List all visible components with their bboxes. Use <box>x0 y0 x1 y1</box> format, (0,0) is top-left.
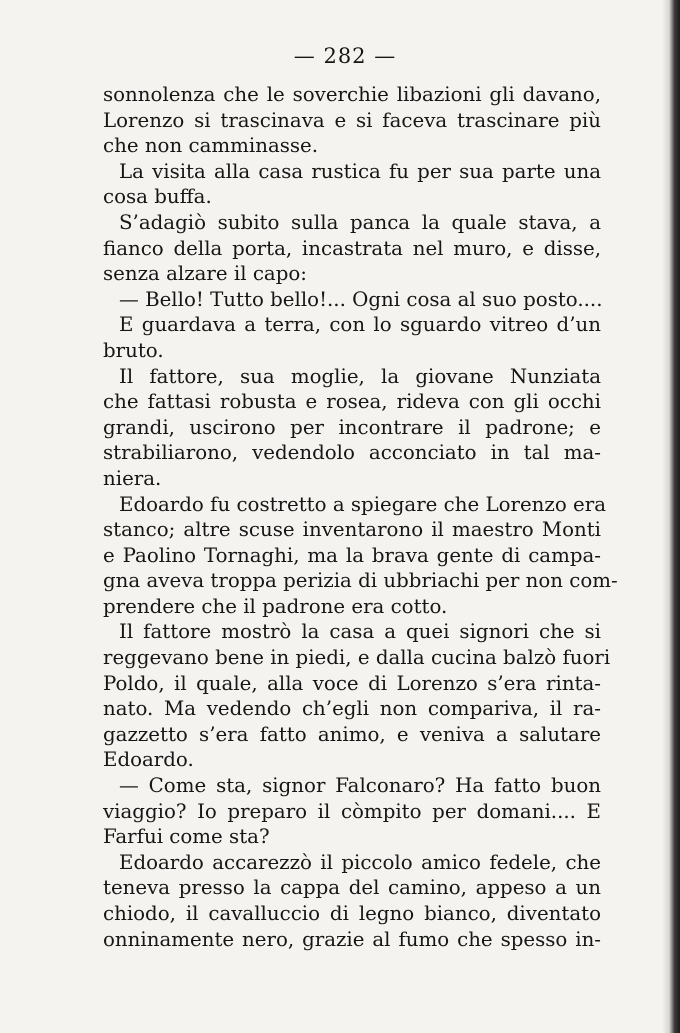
text-line: reggevano bene in piedi, e dalla cucina balzò fuori <box>103 646 611 670</box>
text-line: chiodo, il cavalluccio di legno bianco, diventato <box>103 902 601 925</box>
text-line: sonnolenza che le soverchie libazioni gli davano, <box>103 83 601 106</box>
text-line: che non camminasse. <box>103 134 319 158</box>
text-line: Il fattore mostrò la casa a quei signori che si <box>119 620 601 644</box>
text-line: grandi, uscirono per incontrare il padrone; e <box>103 415 601 439</box>
body-text <box>103 82 618 952</box>
text-line: strabiliarono, vedendolo acconciato in tal ma- <box>103 441 601 465</box>
text-line: senza alzare il capo: <box>103 262 307 286</box>
text-line: Poldo, il quale, alla voce di Lorenzo s’era rinta- <box>103 671 601 695</box>
text-line: S’adagiò subito sulla panca la quale stava, a <box>119 210 601 234</box>
text-line: fianco della porta, incastrata nel muro, e disse, <box>103 236 601 260</box>
text-line: Il fattore, sua moglie, la giovane Nunziata <box>119 364 601 388</box>
text-line: Farfui come sta? <box>103 825 270 849</box>
text-line: Edoardo fu costretto a spiegare che Lorenzo era <box>119 492 606 516</box>
text-line: E guardava a terra, con lo sguardo vitreo d’un <box>119 313 601 337</box>
text-line: cosa buffa. <box>103 185 212 209</box>
text-line: gazzetto s’era fatto animo, e veniva a salutare <box>103 722 601 746</box>
book-spine-edge <box>662 0 680 1033</box>
text-line: bruto. <box>103 338 164 362</box>
text-line: teneva presso la cappa del camino, appeso a un <box>103 876 601 900</box>
text-line: prendere che il padrone era cotto. <box>103 594 448 618</box>
page-number: — 282 — <box>293 44 397 68</box>
text-line: che fattasi robusta e rosea, rideva con gli occhi <box>103 390 601 414</box>
text-line: La visita alla casa rustica fu per sua parte una <box>119 159 601 183</box>
text-line: e Paolino Tornaghi, ma la brava gente di campa- <box>103 543 601 567</box>
text-line: niera. <box>103 466 162 490</box>
text-line: onninamente nero, grazie al fumo che spesso in- <box>103 927 601 951</box>
text-line: stanco; altre scuse inventarono il maestro Monti <box>103 518 601 542</box>
text-line: — Come sta, signor Falconaro? Ha fatto buon <box>119 774 601 798</box>
text-line: Lorenzo si trascinava e si faceva trascinare più <box>103 108 601 132</box>
text-line: Edoardo accarezzò il piccolo amico fedele, che <box>119 850 601 874</box>
text-line: gna aveva troppa perizia di ubbriachi per non com- <box>103 569 618 593</box>
text-line: Edoardo. <box>103 748 194 772</box>
text-line: nato. Ma vedendo ch’egli non compariva, il ra- <box>103 697 601 721</box>
text-line: viaggio? Io preparo il còmpito per domani.... E <box>103 799 601 823</box>
text-line: — Bello! Tutto bello!... Ogni cosa al suo posto.... <box>119 287 603 311</box>
